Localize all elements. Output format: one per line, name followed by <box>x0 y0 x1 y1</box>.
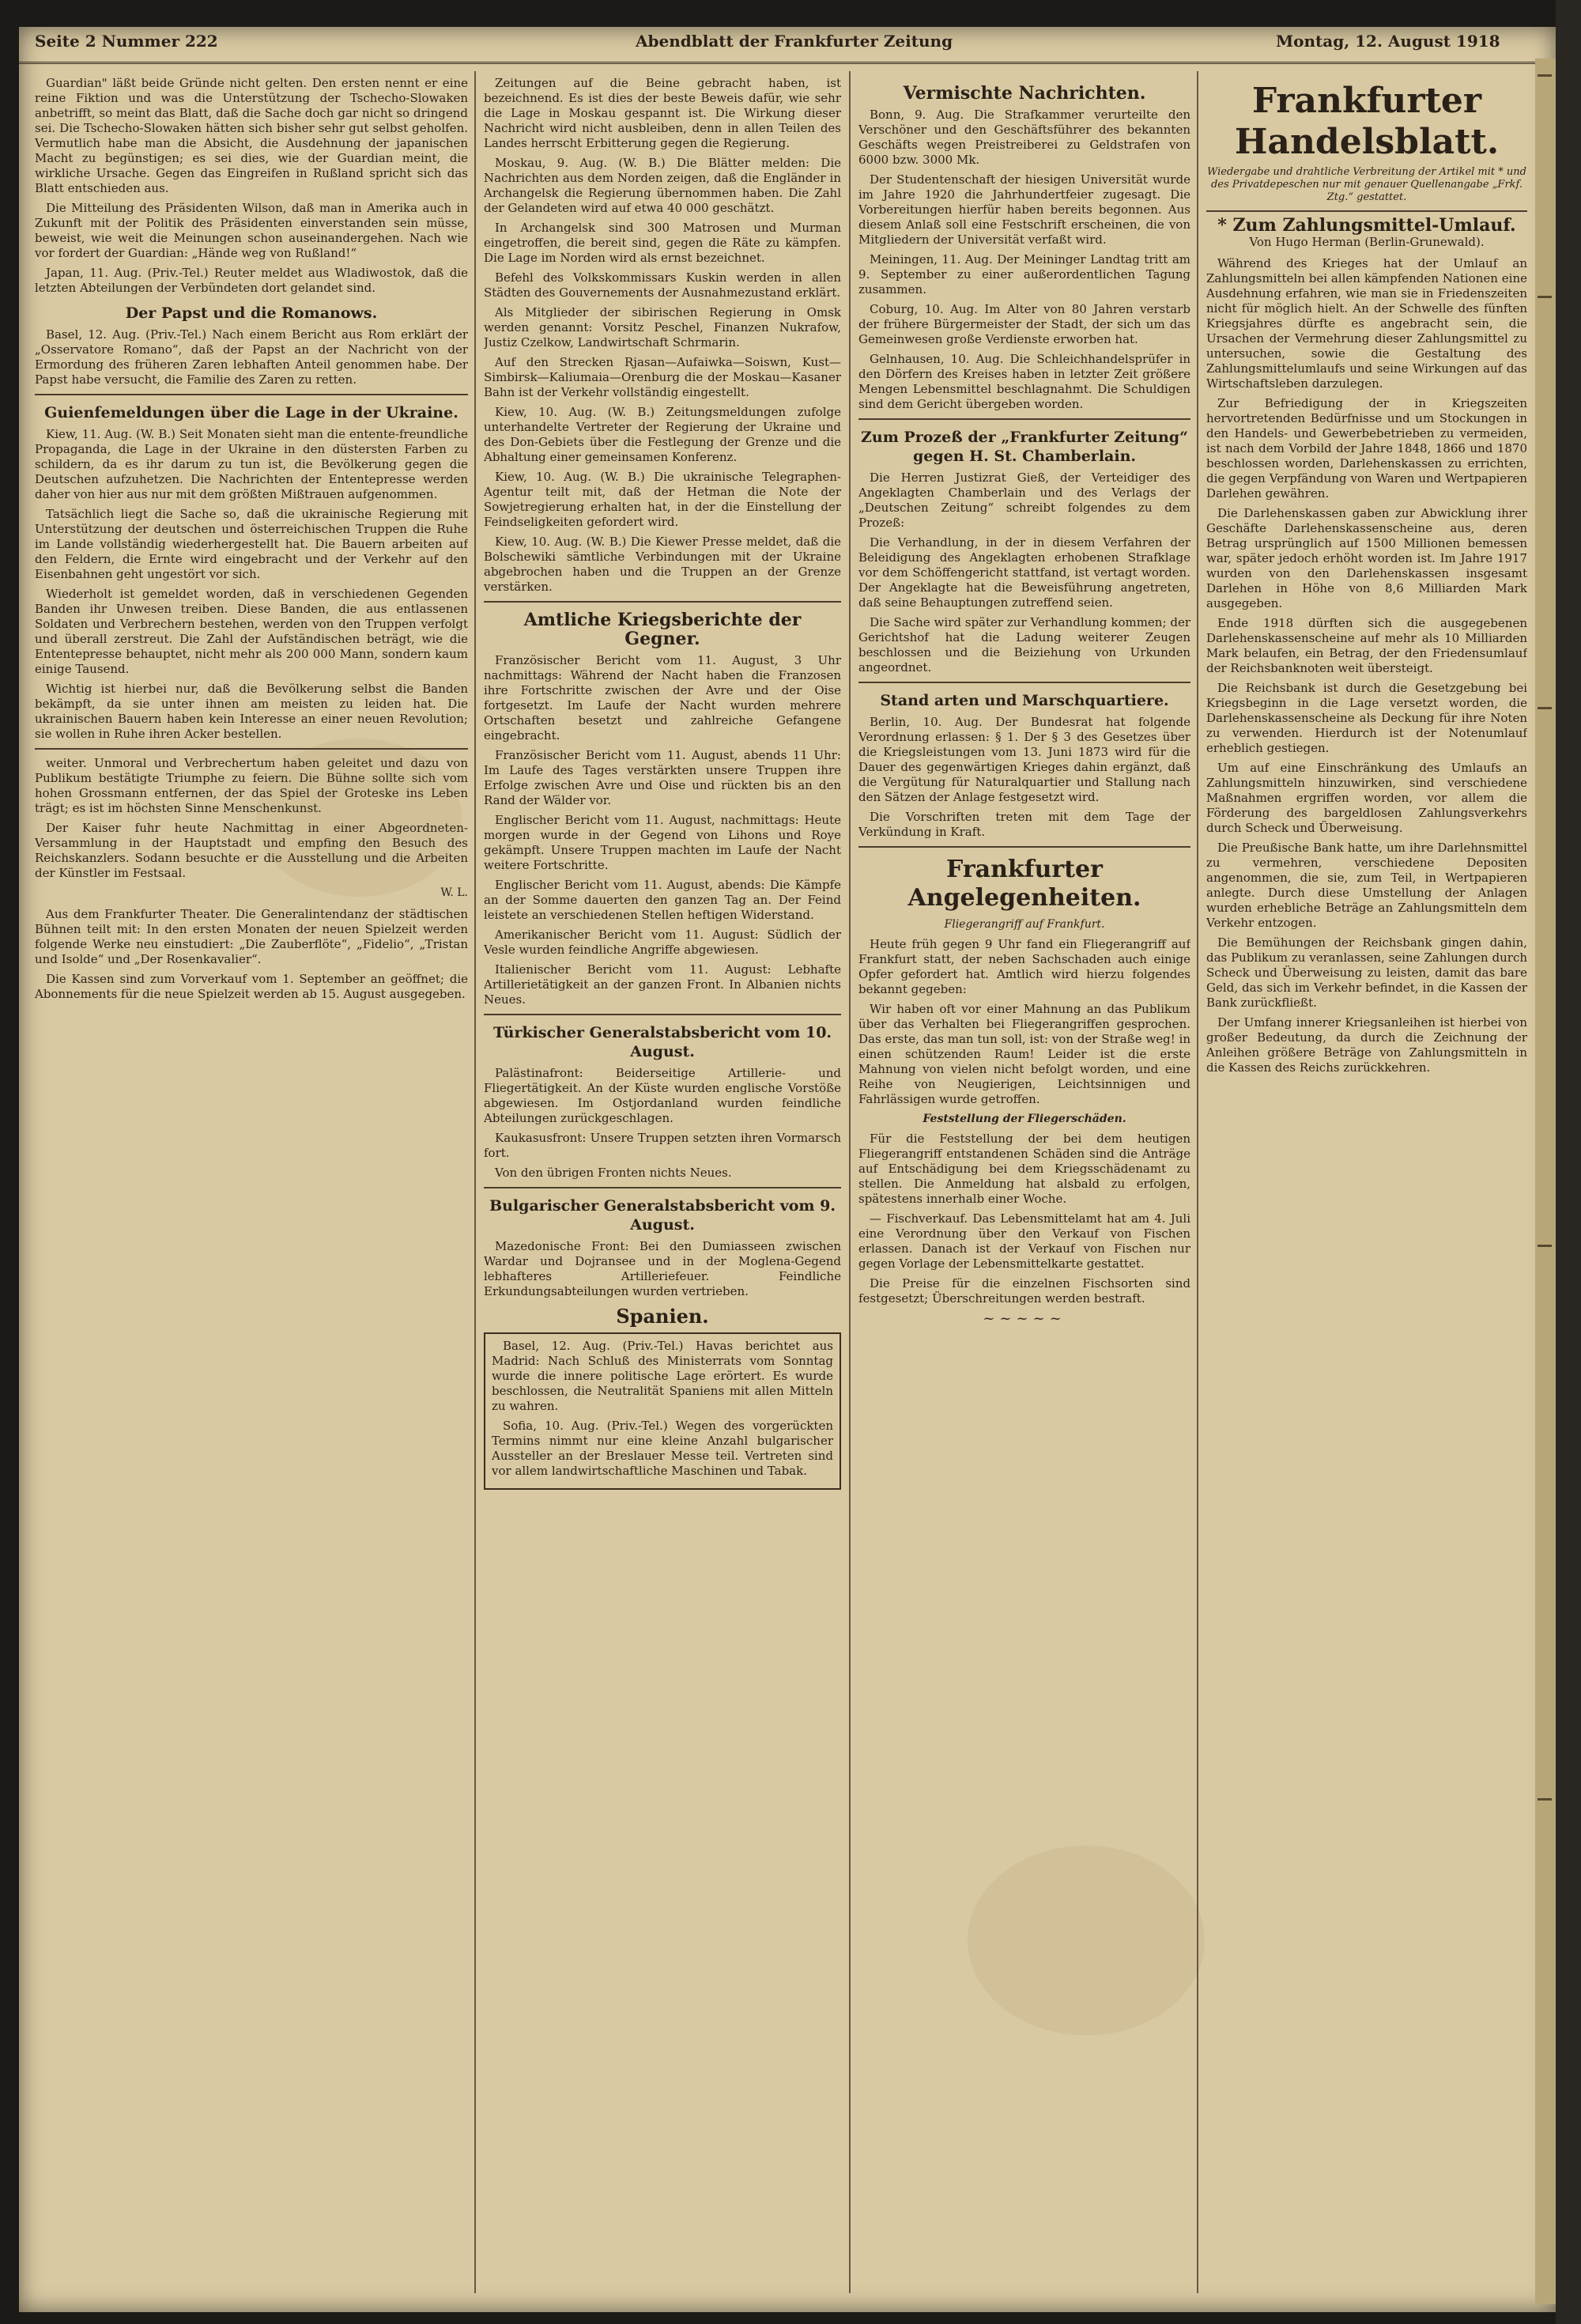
article-paragraph: Palästinafront: Beiderseitige Artillerie- und Fliegertätigkeit. An der Küste wurden englische Vorstöße abgewiesen. Im Ostjordanland wurden feindliche Abteilungen zurückgeschlagen. <box>484 1066 841 1125</box>
article-paragraph: Als Mitglieder der sibirischen Regierung in Omsk werden genannt: Vorsitz Peschel, Finanzen Nukrafow, Justiz Czelkow, Landwirtschaft Schrmarin. <box>484 305 841 350</box>
article-paragraph: Der Studentenschaft der hiesigen Universität wurde im Jahre 1920 die Jahrhundertfeier zugesagt. Die Vorbereitungen hierfür haben bereits begonnen. Aus diesem Anlaß soll eine Festschrift erscheinen, die von Mitgliedern der Universität verfaßt wird. <box>858 172 1190 247</box>
article-paragraph: Aus dem Frankfurter Theater. Die Generalintendanz der städtischen Bühnen teilt mit: In den ersten Monaten der neuen Spielzeit werden folgende Werke neu einstudiert: „Die Zauberflöte“, „Fidelio“, „Tristan und Isolde“ und „Der Rosenkavalier“. <box>35 907 468 966</box>
handelsblatt-notice: Wiedergabe und drahtliche Verbreitung der Artikel mit * und des Privatdepeschen nur mit genauer Quellenangabe „Frkf. Ztg.“ gestattet. <box>1207 166 1526 203</box>
article-heading: Guienfemeldungen über die Lage in der Ukraine. <box>44 404 458 421</box>
article-heading: Türkischer Generalstabsbericht vom 10. August. <box>492 1024 832 1060</box>
article-author: Von Hugo Herman (Berlin-Grunewald). <box>1249 235 1485 249</box>
article-paragraph: Die Bemühungen der Reichsbank gingen dahin, das Publikum zu veranlassen, seine Zahlungen durch Scheck und Überweisung zu leisten, damit das bare Geld, das sich im Verkehr befindet, in die Kassen der Bank zurückfließt. <box>1206 935 1527 1010</box>
column-rule <box>474 71 476 2293</box>
article-paragraph: Basel, 12. Aug. (Priv.-Tel.) Nach einem Bericht aus Rom erklärt der „Osservatore Romano“, daß der Papst an der Nachricht von der Ermordung des früheren Zaren lebhaften Anteil genommen habe. Der Papst habe versucht, die Familie des Zaren zu retten. <box>35 327 468 387</box>
newspaper-name: Abendblatt der Frankfurter Zeitung <box>636 32 953 51</box>
article-paragraph: Ende 1918 dürften sich die ausgegebenen Darlehenskassenscheine auf mehr als 10 Milliarden Mark belaufen, ein Betrag, der den Friedensumlauf der Reichsbanknoten weit übersteigt. <box>1206 616 1527 675</box>
article-paragraph: Wiederholt ist gemeldet worden, daß in verschiedenen Gegenden Banden ihr Unwesen treiben. Diese Banden, die aus entlassenen Soldaten und Verbrechern bestehen, werden von den Truppen verfolgt und überall zerstreut. Die Zahl der Aufständischen beträgt, wie die Ententepresse behauptet, nicht mehr als 200 000 Mann, sondern kaum einige Tausend. <box>35 587 468 676</box>
author-signature: W. L. <box>440 886 468 899</box>
article-paragraph: Die Verhandlung, in der in diesem Verfahren der Beleidigung des Angeklagten erhobenen Strafklage vor dem Schöffengericht stattfand, ist vertagt worden. Der Angeklagte hat die Beweisführung angetreten, daß seine Behauptungen zutreffend seien. <box>858 535 1190 610</box>
divider <box>858 418 1190 420</box>
article-heading: Spanien. <box>616 1305 709 1328</box>
article-subheading: Fliegerangriff auf Frankfurt. <box>944 918 1105 931</box>
end-ornament: ~~~~~ <box>983 1310 1066 1327</box>
divider <box>858 846 1190 848</box>
article-paragraph: Während des Krieges hat der Umlauf an Zahlungsmitteln bei allen kämpfenden Nationen eine Ausdehnung erfahren, wie man sie in Friedenszeiten nicht für möglich hielt. An der Schwelle des fünften Kriegsjahres dürfte es angebracht sein, die Ursachen der Vermehrung dieser Zahlungsmittel zu untersuchen, sowie die Gestaltung des Zahlungsmittelumlaufs und seine Wirkungen auf das Wirtschaftsleben darzulegen. <box>1206 256 1527 391</box>
article-paragraph: Englischer Bericht vom 11. August, abends: Die Kämpfe an der Somme dauerten den ganzen Tag an. Der Feind leistete an verschiedenen Stellen heftigen Widerstand. <box>484 878 841 922</box>
article-paragraph: Die Herren Justizrat Gieß, der Verteidiger des Angeklagten Chamberlain und des Verlags der „Deutschen Zeitung“ schreibt folgendes zu dem Prozeß: <box>858 470 1190 530</box>
page-edge-mark <box>1538 74 1552 77</box>
article-paragraph: Heute früh gegen 9 Uhr fand ein Fliegerangriff auf Frankfurt statt, der neben Sachschaden auch einige Opfer gefordert hat. Amtlich wird hierzu folgendes bekannt gegeben: <box>858 937 1190 996</box>
adjacent-page-edge <box>1535 59 1556 2304</box>
article-paragraph: Basel, 12. Aug. (Priv.-Tel.) Havas berichtet aus Madrid: Nach Schluß des Ministerrats vom Sonntag wurde die innere politische Lage erörtert. Es wurde beschlossen, die Neutralität Spaniens mit allen Mitteln zu wahren. <box>492 1339 833 1413</box>
divider <box>484 1014 841 1015</box>
article-paragraph: Die Kassen sind zum Vorverkauf vom 1. September an geöffnet; die Abonnements für die neue Spielzeit werden ab 15. August ausgegeben. <box>35 972 468 1001</box>
column-1 <box>35 76 468 2290</box>
article-paragraph: In Archangelsk sind 300 Matrosen und Murman eingetroffen, die bereit sind, gegen die Räte zu kämpfen. Die Lage im Norden wird als ernst bezeichnet. <box>484 221 841 265</box>
page-edge-mark <box>1538 1245 1552 1247</box>
paper-stain <box>256 739 462 897</box>
article-paragraph: Coburg, 10. Aug. Im Alter von 80 Jahren verstarb der frühere Bürgermeister der Stadt, der sich um das Gemeinwesen große Verdienste erworben hat. <box>858 302 1190 346</box>
divider <box>35 394 468 395</box>
article-paragraph: Guardian" läßt beide Gründe nicht gelten. Den ersten nennt er eine reine Fiktion und was die Unterstützung der Tschecho-Slowaken anbetrifft, so meint das Blatt, daß die Sache doch gar nicht so dringend sei. Die Tschecho-Slowaken hätten sich bisher sehr gut selbst geholfen. Vermutlich habe man die Absicht, die Ausdehnung der japanischen Macht zu begünstigen; es sei dies, wie der Guardian meint, die wirkliche Ursache. Gegen das Eingreifen in Rußland spricht sich das Blatt entschieden aus. <box>35 76 468 195</box>
article-paragraph: Der Umfang innerer Kriegsanleihen ist hierbei von großer Bedeutung, da durch die Zeichnung der Anleihen größere Beträge von Zahlungsmitteln in die Kassen des Reichs zurückkehren. <box>1206 1015 1527 1075</box>
article-paragraph: Amerikanischer Bericht vom 11. August: Südlich der Vesle wurden feindliche Angriffe abgewiesen. <box>484 928 841 957</box>
article-paragraph: Um auf eine Einschränkung des Umlaufs an Zahlungsmitteln hinzuwirken, sind verschiedene Maßnahmen ergriffen worden, vor allem die Förderung des bargeldlosen Zahlungsverkehrs durch Scheck und Überweisung. <box>1206 761 1527 835</box>
column-4 <box>1206 76 1527 2290</box>
page-edge-mark <box>1538 707 1552 709</box>
paper-stain <box>968 1846 1205 2035</box>
book-binding <box>1556 0 1581 2324</box>
article-paragraph: Japan, 11. Aug. (Priv.-Tel.) Reuter meldet aus Wladiwostok, daß die letzten Abteilungen der Verbündeten dort gelandet sind. <box>35 266 468 295</box>
article-paragraph: Kiew, 11. Aug. (W. B.) Seit Monaten sieht man die entente-freundliche Propaganda, die Lage in der Ukraine in den düstersten Farben zu schildern, da es ihr darum zu tun ist, die Bevölkerung gegen die Deutschen aufzuhetzen. Die Nachrichten der Ententepresse werden daher von hier aus nur mit dem größten Mißtrauen aufgenommen. <box>35 427 468 501</box>
column-rule <box>849 71 851 2293</box>
article-heading: Der Papst und die Romanows. <box>125 304 378 322</box>
article-paragraph: Mazedonische Front: Bei den Dumiasseen zwischen Wardar und Dojransee und in der Moglena-Gegend lebhafteres Artilleriefeuer. Feindliche Erkundungsabteilungen wurden vertrieben. <box>484 1239 841 1298</box>
article-paragraph: Die Mitteilung des Präsidenten Wilson, daß man in Amerika auch in Zukunft mit der Politik des Präsidenten einverstanden sein müsse, beweist, wie weit die Meinungen schon auseinandergehen. Nach wie vor fordert der Guardian: „Hände weg von Rußland!“ <box>35 201 468 260</box>
article-heading: Vermischte Nachrichten. <box>903 83 1146 104</box>
column-2 <box>484 76 841 2290</box>
article-paragraph: Auf den Strecken Rjasan—Aufaiwka—Soiswn, Kust—Simbirsk—Kaliumaia—Orenburg die der Moskau—Kasaner Bahn ist der Verkehr vollständig eingestellt. <box>484 355 841 399</box>
page-number: Seite 2 Nummer 222 <box>35 32 218 51</box>
article-paragraph: Die Reichsbank ist durch die Gesetzgebung bei Kriegsbeginn in die Lage versetzt worden, die Darlehenskassenscheine als Deckung für ihre Noten zu verwenden. Hierdurch ist der Notenumlauf erheblich gestiegen. <box>1206 681 1527 755</box>
article-paragraph: Der Kaiser fuhr heute Nachmittag in einer Abgeordneten-Versammlung in der Hauptstadt und empfing den Besuch des Reichskanzlers. Sodann besuchte er die Ausstellung und die Arbeiten der Künstler im Festsaal. <box>35 821 468 880</box>
newspaper-page <box>19 27 1556 2312</box>
article-heading: * Zum Zahlungsmittel-Umlauf. <box>1217 215 1516 236</box>
article-paragraph: Zeitungen auf die Beine gebracht haben, ist bezeichnend. Es ist dies der beste Beweis dafür, wie sehr die Lage in Moskau gespannt ist. Die Wirkung dieser Nachricht wird nicht ausbleiben, denn in allen Teilen des Landes herrscht Erbitterung gegen die Regierung. <box>484 76 841 150</box>
article-paragraph: Bonn, 9. Aug. Die Strafkammer verurteilte den Verschöner und den Geschäftsführer des bekannten Geschäfts wegen Preistreiberei zu Geldstrafen von 6000 bzw. 3000 Mk. <box>858 108 1190 167</box>
divider <box>858 682 1190 683</box>
article-paragraph: Meiningen, 11. Aug. Der Meininger Landtag tritt am 9. September zu einer außerordentlichen Tagung zusammen. <box>858 252 1190 297</box>
divider <box>1206 210 1527 212</box>
article-paragraph: Die Sache wird später zur Verhandlung kommen; der Gerichtshof hat die Ladung weiterer Zeugen beschlossen und die Beiziehung von Urkunden angeordnet. <box>858 615 1190 675</box>
issue-date: Montag, 12. August 1918 <box>1276 32 1500 51</box>
article-paragraph: Italienischer Bericht vom 11. August: Lebhafte Artillerietätigkeit an der ganzen Front. In Albanien nichts Neues. <box>484 962 841 1007</box>
article-paragraph: Wir haben oft vor einer Mahnung an das Publikum über das Verhalten bei Fliegerangriffen gesprochen. Das erste, das man tun soll, ist: von der Straße weg! in einen schützenden Raum! Leider ist die erste Mahnung von vielen nicht befolgt worden, und eine Reihe von Neugierigen, Leichtsinnigen und Fahrlässigen wurde getroffen. <box>858 1002 1190 1106</box>
article-paragraph: Zur Befriedigung der in Kriegszeiten hervortretenden Bedürfnisse und um Stockungen in den Handels- und Gewerbebetrieben zu vermeiden, ist nach dem Vorbild der Jahre 1848, 1866 und 1870 beschlossen worden, Darlehenskassen zu errichten, die gegen Verpfändung von Waren und Wertpapieren Darlehen gewähren. <box>1206 396 1527 501</box>
article-heading: Zum Prozeß der „Frankfurter Zeitung“ gegen H. St. Chamberlain. <box>861 429 1188 465</box>
article-paragraph: Die Darlehenskassen gaben zur Abwicklung ihrer Geschäfte Darlehenskassenscheine aus, deren Betrag ursprünglich auf 1500 Millionen bemessen war, später jedoch erhöht worden ist. Im Jahre 1917 wurden von den Darlehenskassen insgesamt Darlehen in Höhe von 8,6 Milliarden Mark ausgegeben. <box>1206 506 1527 610</box>
divider <box>484 601 841 603</box>
article-paragraph: Für die Feststellung der bei dem heutigen Fliegerangriff entstandenen Schäden sind die Anträge auf Entschädigung bei dem Kriegsschädenamt zu stellen. Die Anmeldung hat alsbald zu erfolgen, spätestens innerhalb einer Woche. <box>858 1132 1190 1206</box>
article-paragraph: Kaukasusfront: Unsere Truppen setzten ihren Vormarsch fort. <box>484 1131 841 1160</box>
article-paragraph: Sofia, 10. Aug. (Priv.-Tel.) Wegen des vorgerückten Termins nimmt nur eine kleine Anzahl bulgarischer Aussteller an der Breslauer Messe teil. Vertreten sind vor allem landwirtschaftliche Maschinen und Tabak. <box>492 1419 833 1478</box>
section-heading: Frankfurter Angelegenheiten. <box>907 856 1141 912</box>
article-paragraph: Kiew, 10. Aug. (W. B.) Zeitungsmeldungen zufolge unterhandelte Vertreter der Regierung der Ukraine und des Don-Gebiets über die Festlegung der Grenze und die Abhaltung einer gemeinsamen Konferenz. <box>484 405 841 464</box>
article-paragraph: Gelnhausen, 10. Aug. Die Schleichhandelsprüfer in den Dörfern des Kreises haben in letzter Zeit größere Mengen Lebensmittel beschlagnahmt. Die Schuldigen sind dem Gericht übergeben worden. <box>858 352 1190 411</box>
page-edge-mark <box>1538 1798 1552 1801</box>
article-paragraph: Tatsächlich liegt die Sache so, daß die ukrainische Regierung mit Unterstützung der deutschen und österreichischen Truppen die Ruhe im Lande vollständig wiederhergestellt hat. Die Bauern arbeiten auf den Feldern, die Ernte wird eingebracht und der Verkehr auf den Eisenbahnen geht ungestört vor sich. <box>35 507 468 581</box>
article-heading: Amtliche Kriegsberichte der Gegner. <box>523 610 802 649</box>
article-subheading: Feststellung der Fliegerschäden. <box>923 1113 1126 1125</box>
article-paragraph: Die Preußische Bank hatte, um ihre Darlehnsmittel zu vermehren, verschiedene Depositen angenommen, die sie, zum Teil, in Wertpapieren anlegte. Durch diese Umstellung der Anlagen wurden erhebliche Beträge an Zahlungsmitteln dem Verkehr entzogen. <box>1206 841 1527 930</box>
article-paragraph: Englischer Bericht vom 11. August, nachmittags: Heute morgen wurde in der Gegend von Lihons und Roye gekämpft. Unsere Truppen machten im Laufe der Nacht weitere Fortschritte. <box>484 813 841 872</box>
article-paragraph: Wichtig ist hierbei nur, daß die Bevölkerung selbst die Banden bekämpft, da sie unter ihnen am meisten zu leiden hat. Die ukrainischen Bauern haben kein Interesse an einer neuen Revolution; sie wollen in Ruhe ihren Acker bestellen. <box>35 682 468 741</box>
article-paragraph: Befehl des Volkskommissars Kuskin werden in allen Städten des Gouvernements der Ausnahmezustand erklärt. <box>484 270 841 300</box>
article-heading: Bulgarischer Generalstabsbericht vom 9. August. <box>489 1197 836 1234</box>
boxed-notice <box>484 1332 841 1490</box>
article-paragraph: Von den übrigen Fronten nichts Neues. <box>495 1166 732 1180</box>
divider <box>484 1187 841 1188</box>
article-paragraph: — Fischverkauf. Das Lebensmittelamt hat am 4. Juli eine Verordnung über den Verkauf von Fischen erlassen. Danach ist der Verkauf von Fischen nur gegen Vorlage der Lebensmittelkarte gestattet. <box>858 1211 1190 1271</box>
handelsblatt-title: Frankfurter Handelsblatt. <box>1234 81 1500 162</box>
article-paragraph: Kiew, 10. Aug. (W. B.) Die ukrainische Telegraphen-Agentur teilt mit, daß der Hetman die Note der Sowjetregierung erhalten hat, in der die Einstellung der Feindseligkeiten gefordert wird. <box>484 470 841 529</box>
article-paragraph: Kiew, 10. Aug. (W. B.) Die Kiewer Presse meldet, daß die Bolschewiki sämtliche Verbindungen mit der Ukraine abgebrochen haben und die Truppen an der Grenze verstärken. <box>484 535 841 594</box>
article-paragraph: Moskau, 9. Aug. (W. B.) Die Blätter melden: Die Nachrichten aus dem Norden zeigen, daß die Engländer in Archangelsk die Regierung übernommen haben. Die Zahl der Gelandeten wird auf etwa 40 000 geschätzt. <box>484 156 841 215</box>
article-paragraph: Französischer Bericht vom 11. August, abends 11 Uhr: Im Laufe des Tages verstärkten unsere Truppen ihre Erfolge zwischen Avre und Oise und rückten bis an den Rand der Wälder vor. <box>484 748 841 807</box>
article-paragraph: Französischer Bericht vom 11. August, 3 Uhr nachmittags: Während der Nacht haben die Franzosen ihre Fortschritte zwischen der Avre und der Oise fortgesetzt. Im Laufe der Nacht wurden mehrere Ortschaften besetzt und zahlreiche Gefangene eingebracht. <box>484 653 841 743</box>
article-paragraph: Die Vorschriften treten mit dem Tage der Verkündung in Kraft. <box>858 810 1190 839</box>
article-paragraph: Die Preise für die einzelnen Fischsorten sind festgesetzt; Überschreitungen werden bestraft. <box>858 1276 1190 1306</box>
article-paragraph: Berlin, 10. Aug. Der Bundesrat hat folgende Verordnung erlassen: § 1. Der § 3 des Gesetzes über die Kriegsleistungen vom 13. Juni 1873 wird für die Dauer des gegenwärtigen Krieges dahin ergänzt, daß die Vergütung für Naturalquartier und Stallung nach den Sätzen der Anlage festgesetzt wird. <box>858 715 1190 804</box>
article-heading: Stand arten und Marschquartiere. <box>880 692 1169 709</box>
page-edge-mark <box>1538 296 1552 298</box>
article-paragraph: weiter. Unmoral und Verbrechertum haben geleitet und dazu von Publikum bestätigte Triumphe zu feiern. Die Bühne sollte sich vom hohen Grossmann entfernen, der das Spiel der Groteske ins Leben trägt; es ist im höchsten Sinne Menschenkunst. <box>35 756 468 815</box>
